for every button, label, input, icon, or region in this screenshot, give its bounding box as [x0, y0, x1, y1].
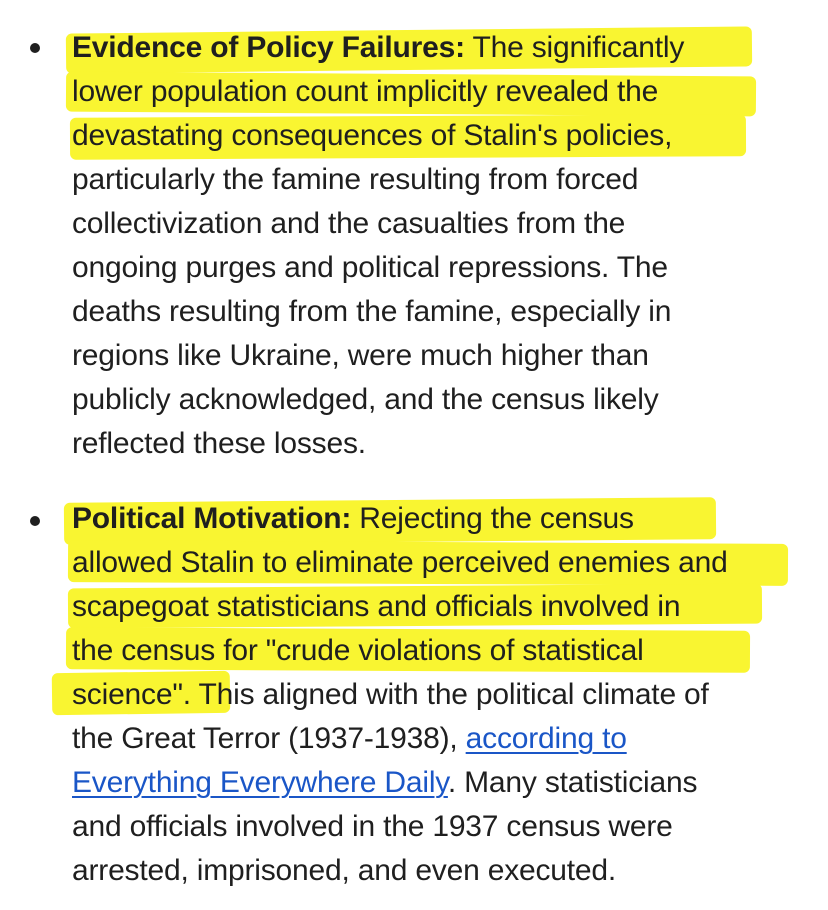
text-line: publicly acknowledged, and the census likely — [72, 383, 659, 416]
text-line: ongoing purges and political repressions. The — [72, 251, 668, 284]
text-line: collectivization and the casualties from the — [72, 207, 626, 240]
heading-political-motivation: Political Motivation: — [72, 502, 352, 535]
text-line: science". This aligned with the political climate of — [72, 678, 709, 711]
text-line: the census for "crude violations of statistical — [72, 634, 644, 667]
source-link[interactable]: according to — [465, 722, 627, 755]
bullet-icon — [30, 43, 40, 53]
text-line — [72, 497, 802, 541]
text-segment: . Many statisticians — [447, 766, 698, 799]
text-segment: the Great Terror (1937-1938), — [72, 722, 466, 755]
paragraph-political-motivation — [72, 497, 802, 893]
text-line: deaths resulting from the famine, especially in — [72, 295, 672, 328]
heading-policy-failures: Evidence of Policy Failures: — [72, 31, 465, 64]
text-line: particularly the famine resulting from forced — [72, 163, 639, 196]
text-segment: The significantly — [464, 31, 685, 64]
text-line — [72, 761, 802, 805]
text-line: devastating consequences of Stalin's policies, — [72, 119, 673, 152]
text-line — [72, 717, 802, 761]
bullet-icon — [30, 516, 40, 526]
paragraph-policy-failures — [72, 26, 802, 466]
text-line: and officials involved in the 1937 census were — [72, 810, 673, 843]
text-line: scapegoat statisticians and officials involved in — [72, 590, 681, 623]
text-line: reflected these losses. — [72, 427, 366, 460]
text-line: arrested, imprisoned, and even executed. — [72, 854, 616, 887]
source-link[interactable]: Everything Everywhere Daily — [72, 766, 448, 799]
text-line — [72, 26, 802, 70]
text-line: lower population count implicitly revealed the — [72, 75, 659, 108]
text-line: regions like Ukraine, were much higher than — [72, 339, 649, 372]
text-line: allowed Stalin to eliminate perceived enemies and — [72, 546, 728, 579]
text-segment: Rejecting the census — [351, 502, 634, 535]
